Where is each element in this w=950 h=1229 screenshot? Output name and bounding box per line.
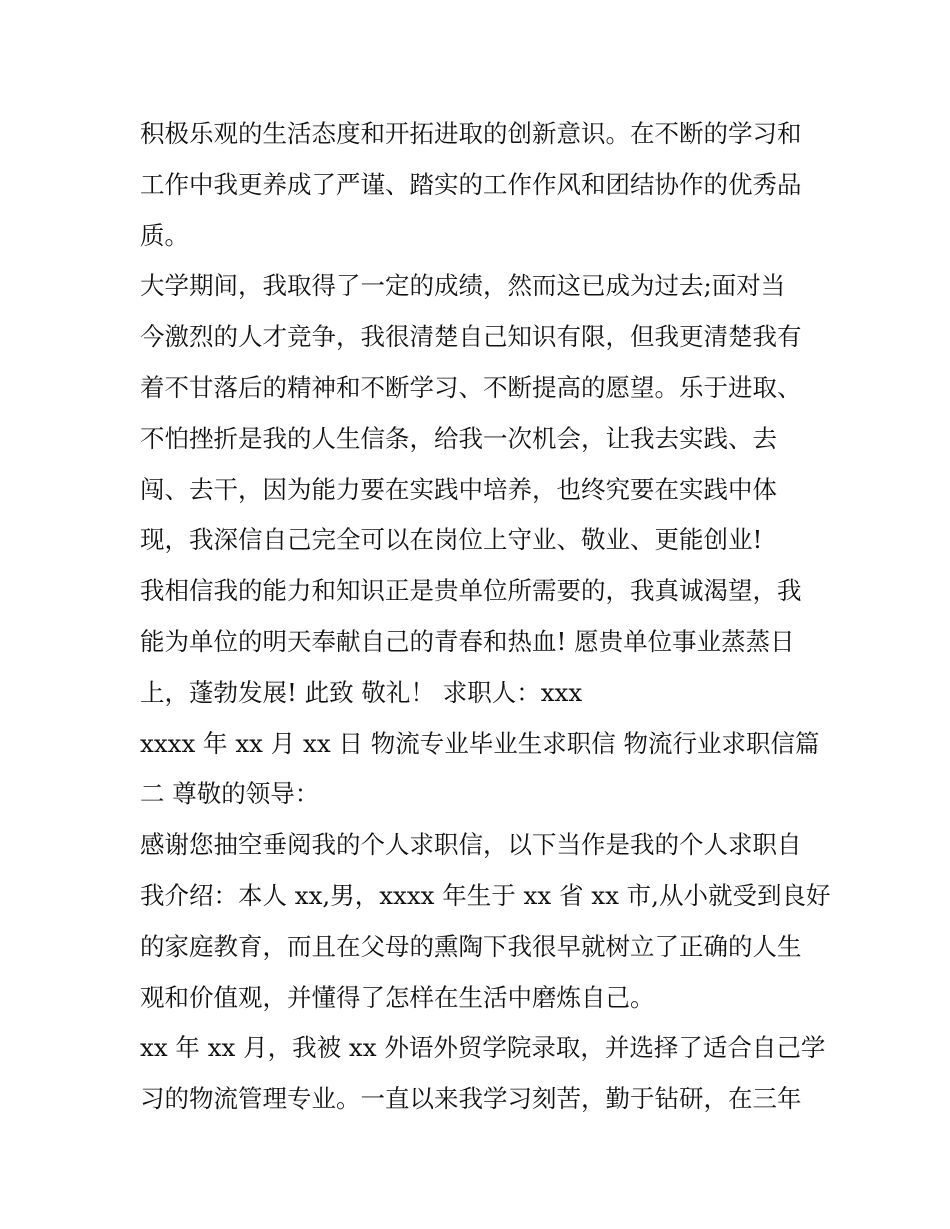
text-line: 我相信我的能力和知识正是贵单位所需要的，我真诚渴望，我	[140, 576, 802, 606]
text-line: 上，蓬勃发展! 此致 敬礼！ 求职人：xxx	[140, 677, 583, 707]
text-line: 大学期间，我取得了一定的成绩，然而这已成为过去;面对当	[140, 271, 786, 301]
text-line: xx 年 xx 月，我被 xx 外语外贸学院录取，并选择了适合自己学	[140, 1033, 826, 1063]
text-line: 积极乐观的生活态度和开拓进取的创新意识。在不断的学习和	[140, 119, 802, 148]
text-line: 习的物流管理专业。一直以来我学习刻苦，勤于钻研，在三年	[140, 1084, 802, 1114]
text-line: 观和价值观，并懂得了怎样在生活中磨炼自己。	[140, 982, 655, 1012]
text-line: 不怕挫折是我的人生信条，给我一次机会，让我去实践、去	[140, 423, 777, 453]
text-line: 质。	[140, 220, 189, 250]
text-line: 现，我深信自己完全可以在岗位上守业、敬业、更能创业!	[140, 525, 763, 555]
text-line: 着不甘落后的精神和不断学习、不断提高的愿望。乐于进取、	[140, 372, 802, 402]
text-line: 工作中我更养成了严谨、踏实的工作作风和团结协作的优秀品	[140, 169, 802, 199]
text-line: 闯、去干，因为能力要在实践中培养，也终究要在实践中体	[140, 474, 777, 504]
text-line: 感谢您抽空垂阅我的个人求职信，以下当作是我的个人求职自	[140, 830, 802, 860]
text-line: 能为单位的明天奉献自己的青春和热血! 愿贵单位事业蒸蒸日	[140, 626, 795, 656]
text-line: 的家庭教育，而且在父母的熏陶下我很早就树立了正确的人生	[140, 931, 802, 961]
text-line: xxxx 年 xx 月 xx 日 物流专业毕业生求职信 物流行业求职信篇	[140, 728, 820, 758]
text-line: 二 尊敬的领导：	[140, 779, 320, 809]
letter-body	[140, 109, 831, 1125]
text-line: 今激烈的人才竞争，我很清楚自己知识有限，但我更清楚我有	[140, 322, 802, 352]
text-line: 我介绍：本人 xx,男，xxxx 年生于 xx 省 xx 市,从小就受到良好	[140, 880, 831, 910]
